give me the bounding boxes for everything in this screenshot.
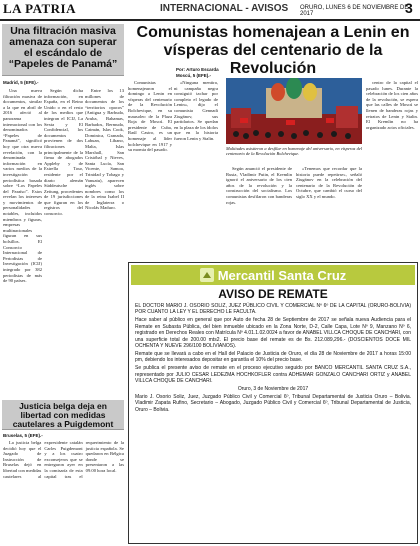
story-column: Según anunció el presidente de Rusia, Vladímir Putin, el Kremlin ignoró el aniversario de los cien años de la revolución y la construcción del socialismo. Los comunistas desfilaron con banderas rojas. (226, 166, 292, 205)
legal-notice-ad (128, 262, 418, 544)
story-column: Una nueva filtración masiva de documentos, similar a la que en abril de 2016 afectó al panorama internacional con los denominados “Papeles de Panamá”, significó hoy que otra nueva revelación, con la denominada información en varios medios de la investigación periodística basada sobre “Los Papeles del Paraíso”. Estos revelan los intereses y movimientos de personalidades notables, incluidos miembros y figuras, empresas multinacionales figuran en sus bolsillos. El Consorcio Internacional de Periodistas de Investigación (ICIJ) integrado por 382 periodistas de más de 90 países. (3, 88, 42, 284)
story-dateline: Moscú, 5 (EFE).- (176, 73, 212, 78)
masthead (0, 0, 420, 20)
masthead-rule (0, 19, 420, 21)
bank-logo-icon (200, 268, 214, 282)
notice-title: AVISO DE REMATE (218, 287, 328, 301)
section-title: INTERNACIONAL - AVISOS (160, 3, 289, 14)
headline-box (2, 400, 124, 430)
photo-illustration (226, 78, 362, 144)
story-byline: Bruselas, 5 (EFE).- (3, 433, 43, 438)
photo-caption: Multitudes asistieron a desfilar en homenaje del aniversario, en vísperas del centenario de la Revolución Bolchevique. (226, 146, 362, 157)
story-column: centro de la capital el pasado lunes. Durante la celebración de los cien años de la revolución, se espera que las calles de Moscú se llenen de banderas rojas y retratos de Lenin y Stalin. El Kremlin no ha organizado actos oficiales. (366, 80, 418, 130)
notice-place-date: Oruro, 3 de Noviembre de 2017 (237, 385, 309, 392)
notice-body (129, 301, 417, 537)
bank-banner (131, 265, 415, 285)
main-headline: Comunistas homenajean a Lenin en vísperas del centenario de la Revolución (136, 24, 410, 77)
notice-paragraph: Se publica el presente aviso de remate en el proceso ejecutivo seguido por BANCO MERCANTIL SANTA CRUZ S.A., representado por JULIO CESAR LEDEZMA HOCHKOFLER contra ADHEMAR GONZALO CANCHARI ORTIZ y ANABEL VILLCA CHOQUE DE CANCHARI. (135, 365, 411, 384)
notice-paragraph: Hace saber al público en general que por Auto de fecha 28 de Septiembre de 2017 se señala nueva Audiencia para el Remate en Subasta Pública, del bien inmueble ubicado en la Zona Norte, D-2, Calle Capa, Lote Nº 9, Manzano Nº 6, registrado en Derechos Reales con Matrícula Nº 4.01.1.02.0024 a favor de ANABEL VILLCA CHOQUE DE CANCHARI, con una superficie total de 200.00 mts2. El precio base del remate es de Bs. 212.089,296.- (DOSCIENTOS DOCE MIL OCHENTA Y NUEVE 296/100 BOLIVIANOS). (135, 317, 411, 349)
bank-name: Mercantil Santa Cruz (217, 267, 347, 283)
notice-paragraph: Remate que se llevará a cabo en el Hall del Palacio de Justicia de Oruro, el día 28 de Noviembre de 2017 a horas 15:00 pm, debiendo los interesados depositar en garantía el 10% del precio base. (135, 350, 411, 364)
story-column: Entre los 13 millones de documentos de los “territorios opacos” (Antigua y Barbuda, Aruba, Bahamas, Barbados, Bermuda, Caimán, Islas Cook, Dominica, Granada, Labuan, Líbano, Malta, Islas Marshall, San Cristóbal y Nieves, Santa Lucía, San Vicente, Samoa, Trinidad y Tobago y Vanuatu), aparecen inglés sobre nombres como los de la reina Isabel II de Inglaterra o Nicolás Maduro. (85, 88, 124, 211)
story-text: La justicia belga decidió hoy que el Juzgado de Instrucción de Bruselas dejó en libertad con medidas cautelares al expresidente catalán Carles Puigdemont y a los cuatro exconsejeros que se entregaron ayer en la comisaría de esta capital tras el requerimiento de la justicia española. Se quedaron en Bélgica donde se presentaron a las 09.00 hora local. (3, 440, 124, 479)
story-headline: Una filtración masiva amenaza con superar el escándalo de “Papeles de Panamá” (8, 25, 118, 71)
story-column: «Ninguna mentira, ni campaña negra consiguió tachar por completo el legado de Lenin», dijo el comunista Gennadi Ziugánov, sus partidarios. Se quedan en la plaza de los ídolos que en la historia fueron Lenin y Stalin. (174, 80, 218, 141)
story-column: «Tenemos que recordar que la historia puede repetirse», señaló Ziugánov en la celebración del centenario de la Revolución de Octubre, que cambió el curso del siglo XX y el mundo. (296, 166, 362, 199)
newspaper-name: LA PATRIA (3, 1, 76, 16)
page-number: 3 (405, 0, 413, 16)
notice-signatures: Mario J. Osorio Soliz, Juez, Juzgado Público Civil y Comercial 6º, Tribunal Departamental de Justicia Oruro – Bolivia. Vladimir Zapata Rufino, Secretario – Abogado, Juzgado Público Civil y Comercial 6º, Tribunal Departamental de Justicia, Oruro – Bolivia. (135, 393, 411, 413)
story-column: Comunistas homenajearon el domingo a Lenin en vísperas del centenario de la Revolución Bolchevique, en su mausoleo de la Plaza Roja de Moscú. El presidente de Cuba, Raúl Castro, es un homenaje al líder bolchevique en 1917 y su momia del pasado. (128, 80, 172, 153)
story-byline: Por: Arturo Escarda (176, 67, 219, 72)
story-headline: Justicia belga deja en libertad con medidas cautelares a Puigdemont (12, 401, 114, 429)
headline-box (2, 24, 124, 76)
news-photo (226, 78, 362, 144)
issue-date: ORURO, LUNES 6 DE NOVIEMBRE DE 2017 (300, 5, 409, 17)
story-column: Según dicha información, en España, en el Reino Unido o en el resto de los medios que integran el ICIJ, La Sexta y El Confidencial, los documentos provienen de dos filtraciones principalmente de la firma de abogados Appleby y de Estrella Tour, residente por el diario alemán Süddeutsche Zeitung, procedentes de 19 jurisdicciones que figuran en los registros del consorcio. (44, 88, 83, 217)
notice-paragraph: EL DOCTOR MARIO J. OSORIO SOLIZ, JUEZ PÚBLICO CIVIL Y COMERCIAL Nº 6º DE LA CAPITAL (ORURO-BOLIVIA) POR CUANTO LA LEY Y EL DERECHO LE FACULTA. (135, 303, 411, 316)
story-byline: Madrid, 5 (EFE).- (3, 80, 39, 85)
